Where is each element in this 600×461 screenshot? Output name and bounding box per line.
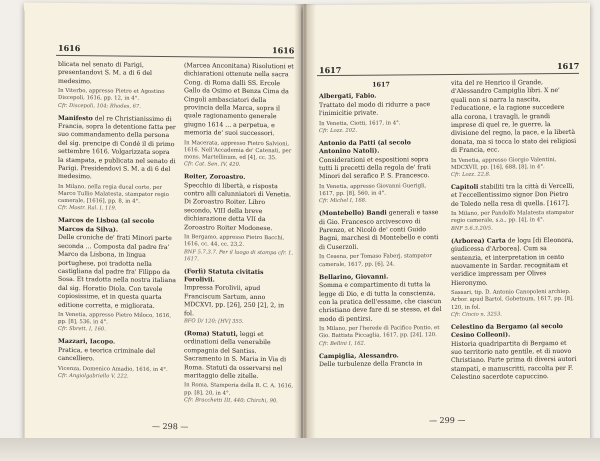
entry-title: (Forlì) Statuta civitatis Forolivii. — [184, 267, 264, 284]
entry-citation: Cfr. Angiolgabriello V, 222. — [58, 372, 129, 380]
entry-text: generali e tasse di Gio. Francesco arcivescovo di Parenzo, et Nicolò de' conti Guido Bagni, marchesi di Montebello e conti di Cuserzoli. — [319, 209, 439, 252]
entry-text: Pratica, e teorica criminale del cancelliero. — [58, 346, 156, 363]
entry-title: (Arborea) Carta — [451, 237, 506, 245]
entry-title: Mazzari, Iacopo. — [58, 338, 116, 346]
page-edge-left — [24, 10, 25, 440]
entry — [451, 323, 577, 383]
entry-imprint: Vicenza, Domenico Amadio, 1616, in 4°. — [58, 365, 168, 373]
entry-title: Manifesto — [58, 114, 93, 122]
entry-text: del re Christianissimo di Francia, sopra la detentione fatta per suo commandamento della persona del sig. prencipe di Condé il di primo settembre 1616. Volgarizzata sopra la stampata, e publicata nel senato di Parigi. Presidendovi S. M. a di 6 del medesimo. — [58, 114, 176, 181]
entry-text: stabiliti tra la città di Vercelli, et l'eccellentissimo signor Don Pietro de Toledo nella resa di quella. [1617]. — [451, 182, 575, 208]
running-head-year-left: 1617 — [319, 64, 342, 76]
entry — [451, 79, 577, 179]
entry-title: (Montebello) Bandi — [319, 209, 387, 218]
entry-title: Capitoli — [451, 183, 479, 192]
entry-citation: Cfr. Bellini I, 162. — [319, 340, 366, 347]
page-number: — 298 — — [152, 421, 189, 432]
entry — [58, 217, 176, 334]
left-column — [58, 61, 176, 386]
entry-text: leggi et ordinationi della venerabile compagnia del Santiss. Sacramento in S. Maria in Via di Roma. Statuti da osservarsi nel maritaggio delle zitelle. — [184, 330, 287, 380]
entry-text: blicata nel senato di Parigi, presentandovi S. M. a di 6 del medesimo. — [58, 60, 152, 86]
entry-imprint: In Roma, Stamperia della R. C. A. 1616, pp. [8], 20, in 4°. — [184, 382, 294, 397]
entry-citation: BFO D/ 120; [HV] 355. — [184, 318, 244, 325]
entry-citation: Cfr. Michel I, 168. — [319, 197, 367, 205]
section-year: 1617 — [372, 80, 390, 89]
entry-imprint: In Milano, per Pandolfo Malatesta stampator regio camerale, s.a., pp. [4], in 4°. — [451, 210, 574, 225]
entry-text: Delle turbulenze della Francia in — [319, 360, 423, 369]
left-column — [319, 80, 443, 374]
entry-text: Specchio di libertà, e risposta contro alli calunniatori di Venetia. Di Zoroastro Roiter. Libro secondo, VIII della breve dichiarazione detta VII da Zoroastro Roiter Modonese. — [184, 181, 292, 232]
entry-imprint: In Venetia, appresso Giovanni Guerigli, 1617, pp. [8], 560, in 4°. — [319, 183, 427, 198]
entry-imprint: In Venetia, Ciotti, 1617, in 4°. — [319, 120, 401, 127]
running-head-year-right: 1616 — [272, 45, 295, 56]
header-rule — [317, 73, 579, 76]
entry — [184, 62, 294, 169]
entry-imprint: In Cesena, per Tomaso Faberj, stampator camerale, 1617, pp. [6], 24. — [319, 253, 432, 268]
entry-imprint: In Bergamo, appresso Pietro Bacchi, 1616, cc. 44, cc. 23,2. — [184, 234, 285, 249]
entry-imprint: In Macerata, appresso Pietro Salvioni, 1616. Nell'Accademia de' Catenati, per mons. Martellinum, ed [4], cc. 35. — [184, 139, 292, 162]
right-column — [451, 79, 577, 388]
entry — [319, 209, 443, 269]
entry-text: de logu [di Eleonora, giudicessa d'Arborea]. Cum sa sentenzia, et interpretation in cento nuovamente in Sardar. recognitam et veridice impressam per Olives Hieronymo. — [451, 236, 574, 287]
entry — [319, 273, 443, 348]
entry-citation: BNF 5.6.3.20/5. — [451, 225, 493, 232]
entry-citation: Cfr. Discepoli, 104; Rhodes, 67. — [58, 102, 141, 110]
entry-title: Roiter, Zoroastro. — [184, 173, 246, 182]
right-column — [184, 62, 294, 410]
running-head-year: 1616 — [58, 42, 81, 54]
entry — [319, 139, 443, 206]
entry — [319, 92, 443, 135]
entry-text: Somma e compartimento di tutta la legge di Dio, e di tutta la conscienza, con la pratica dell'essame, che ciascun christiano deve fare di se stesso, et del modo di pentirsi. — [319, 281, 442, 323]
entry-citation: Cfr. Cat. Sen. IV, 420. — [184, 161, 241, 169]
header-rule — [56, 55, 294, 58]
entry-title: Celestino da Bergamo (al secolo Cesino Colleoni). — [451, 322, 563, 340]
entry-citation: Cfr. Cincio n. 3253. — [451, 311, 502, 318]
running-head-year: 1617 — [557, 60, 580, 72]
entry — [184, 268, 294, 327]
entry-citation: Cfr. Lozz. 22,8. — [451, 171, 491, 179]
entry-text: Considerationi et espositioni sopra tutti li precetti della regola de' frati Minori del serafico P. S. Francesco. — [319, 155, 431, 181]
entry-imprint: Sassari, tip. D. Antonio Canopoleni archiep. Arbor. apud Bartol. Gobetnum, 1617, pp. [8], 120, in fol. — [451, 289, 574, 311]
entry-text: Trattato del modo di ridurre a pace l'inimicitie private. — [319, 100, 431, 118]
left-page — [24, 3, 301, 446]
entry-title: Antonio da Patti (al secolo Antonino Natoli). — [319, 139, 411, 156]
entry-text: Historia quadripartita di Bergamo et suo territorio nato gentile, et di nuovo Christiano. Parte prima di diversi autori stampati, e manuscritti, raccolta per F. Celestino sacerdote capuccino. — [451, 339, 577, 382]
entry-title: (Roma) Statuti, — [184, 330, 238, 338]
entry-citation: Cfr. Sbrett. I, 160. — [58, 326, 106, 333]
entry — [184, 173, 294, 263]
page-number: — 299 — — [429, 415, 466, 426]
entry-citation: Cfr. Mostr. Ral. I, 119. — [58, 205, 117, 213]
entry-imprint: In Venetia, appresso Pietro Miloco, 1616, pp. [8], 536, in 4°. — [58, 311, 172, 326]
entry-imprint: In Venetia, appresso Giorgio Valentini, MDCXVII, pp. [16], 688, [8], in 4°. — [451, 156, 557, 171]
entry-text: Delle croniche de' frati Minori parte seconda ... Composta dal padre fra' Marco da Lisbona, in lingua portughese, poi tradotta nella castigliana dal padre fra' Filippo da Sosa. Et tradotta nella nostra italiana dal sig. Horatio Diola. Con tavole copiosissime, et in questa quarta editione corretta, e migliorata. — [58, 234, 176, 310]
entry — [58, 61, 176, 111]
entry-title: Campiglia, Alessandro. — [319, 351, 399, 360]
entry-title: Marcos de Lisboa (al secolo Marcos da Silva). — [58, 217, 155, 234]
entry — [184, 330, 294, 405]
entry-title: Bellarino, Giovanni. — [319, 273, 389, 281]
entry-text: (Marcea Anconitana) Risolutioni et dichiarationi ottenute nella sacra Cong. di Roma dalli SS. Ercole Gallo da Osimo et Benza Cima da Cingoli ambasciatori della provincia della Marca, sopra il quale ragionamento generale giugno 1614 ... a perpetua, e memoria de' suoi successori. — [184, 62, 294, 138]
entry-imprint: In Milano, per l'herede di Pacifico Pontio, et Gio. Battista Piccaglia, 1617, pp. [24], 120. — [319, 325, 440, 340]
table-surface — [0, 438, 600, 461]
entry — [319, 352, 443, 370]
entry — [451, 237, 577, 319]
open-book — [24, 4, 590, 444]
entry-imprint: In Milano, nella regia ducal corte, per Marco Tullio Malatesta, stampator regio camerale, [1616], pp. 8, in 4°. — [58, 183, 169, 206]
entry — [58, 338, 176, 381]
entry-text: vita del re Henrico il Grande, d'Alessandro Campiglia libri. X ne' quali non si narra la nascita, l'educatione, e la ragione succedere alla corona, i travagli, le grandi imprese di quel re, le guerre, la divisione del regno, la pace, e la libertà donata, ma si tocca lo stato dei religiosi di Francia, ecc. — [451, 79, 577, 155]
entry-citation: BNF 5.7.3.7. Per il luogo di stampa cfr. 1, 1617. — [184, 248, 294, 262]
entry-title: Albergati, Fabio. — [319, 93, 377, 101]
entry — [451, 183, 577, 233]
entry-text: Impressa Forolivii, apud Franciscum Sartum, anno MDCXVI, pp. [26], 250 [2], 2, in fol. — [184, 284, 285, 317]
entry-citation: Cfr. Lozz. 202. — [319, 127, 357, 134]
right-page — [303, 3, 590, 446]
entry — [58, 115, 176, 214]
entry-citation: Cfr. Bracchetti III, 440; Chirchi, 90. — [184, 397, 278, 405]
entry-imprint: In Viterbo, appresso Pietro et Agostino Discepoli, 1616, pp. 12, in 4°. — [58, 88, 165, 103]
